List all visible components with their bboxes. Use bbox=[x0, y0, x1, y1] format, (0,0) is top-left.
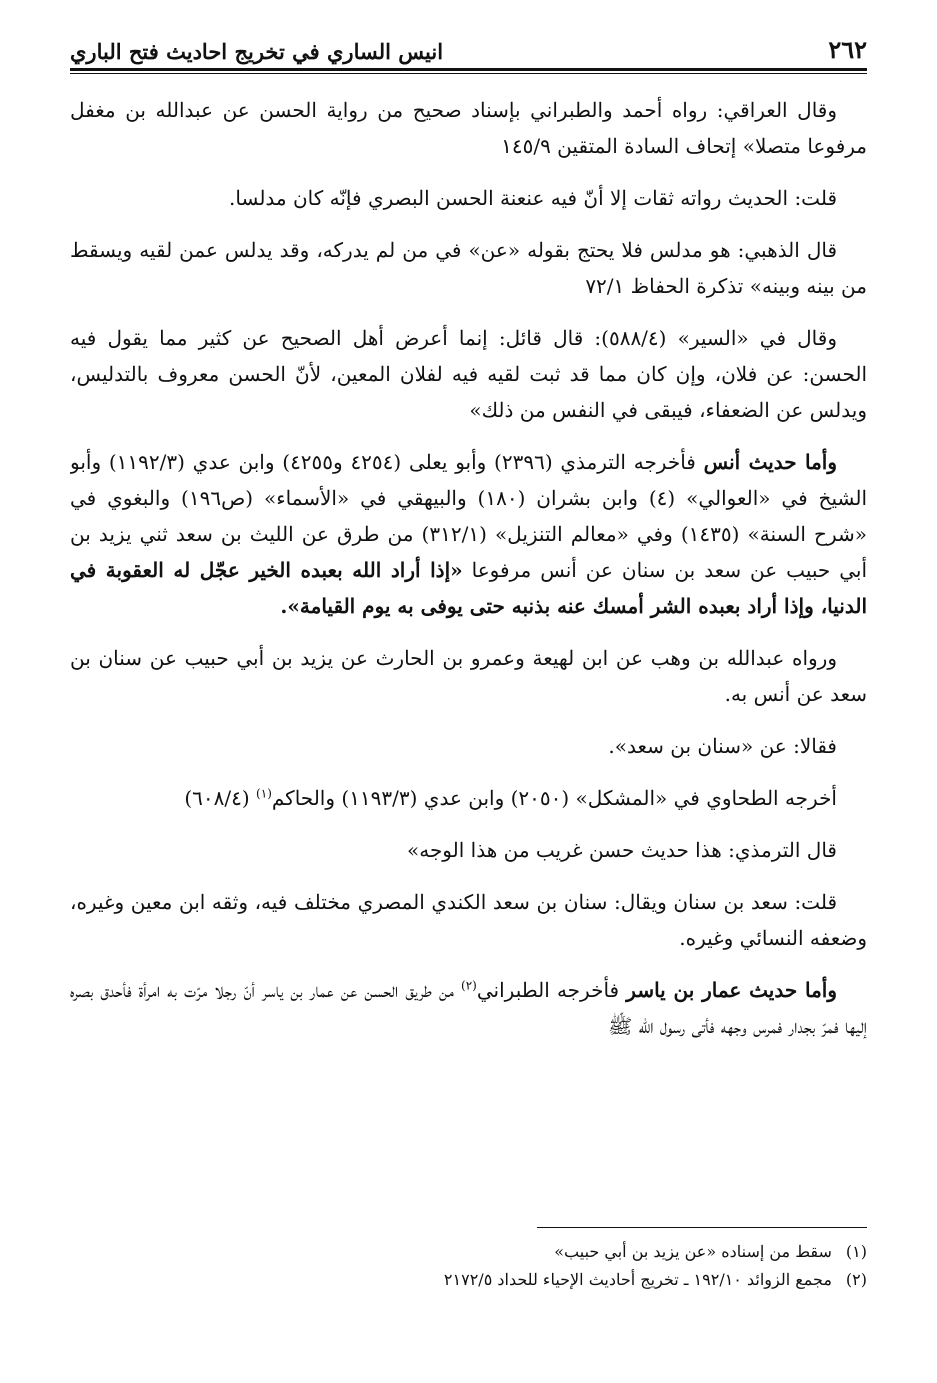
header-rule-thin bbox=[70, 73, 867, 74]
paragraph-text: من طريق الحسن عن عمار بن ياسر أنّ رجلا مرّت به امرأة فأحدق بصره إليها فمرّ بجدار فمرس وجهه فأتى رسول الله ﷺ bbox=[70, 978, 867, 1038]
header-rule-thick bbox=[70, 68, 867, 71]
paragraph: ورواه عبدالله بن وهب عن ابن لهيعة وعمرو بن الحارث عن يزيد بن أبي حبيب عن سنان بن سعد عن أنس به. bbox=[70, 646, 867, 706]
paragraph: فقالا: عن «سنان بن سعد». bbox=[608, 734, 837, 758]
footnote-ref[interactable]: (١) bbox=[256, 786, 272, 801]
paragraph-text: فأخرجه الترمذي (٢٣٩٦) وأبو يعلى (٤٢٥٤ و٤٢٥٥) وابن عدي (١١٩٢/٣) وأبو الشيخ في «العوالي» (٤) وابن بشران (١٨٠) والبيهقي في «الأسماء» (ص١٩٦) والبغوي في «شرح السنة» (١٤٣٥) وفي «معالم التنزيل» (٣١٢/١) من طرق عن الليث بن سعد ثني يزيد بن أبي حبيب عن سعد بن سنان عن أنس مرفوعا bbox=[70, 450, 867, 582]
footnote-rule bbox=[537, 1227, 867, 1228]
paragraph: وقال العراقي: رواه أحمد والطبراني بإسناد صحيح من رواية الحسن عن عبدالله بن مغفل مرفوعا متصلا» إتحاف السادة المتقين ١٤٥/٩ bbox=[70, 98, 867, 158]
paragraph: قال الترمذي: هذا حديث حسن غريب من هذا الوجه» bbox=[406, 838, 837, 862]
footnote bbox=[70, 1238, 867, 1266]
footnotes bbox=[70, 1238, 867, 1294]
paragraph: قلت: سعد بن سنان ويقال: سنان بن سعد الكندي المصري مختلف فيه، وثقه ابن معين وغيره، وضعفه النسائي وغيره. bbox=[70, 890, 867, 950]
footnote-text: سقط من إسناده «عن يزيد بن أبي حبيب» bbox=[554, 1242, 832, 1261]
running-title: انيس الساري في تخريج احاديث فتح الباري bbox=[70, 39, 444, 64]
paragraph-text: (٦٠٨/٤) bbox=[184, 786, 257, 810]
paragraph-anas bbox=[70, 444, 867, 624]
page-header bbox=[70, 30, 867, 64]
paragraph: قال الذهبي: هو مدلس فلا يحتج بقوله «عن» في من لم يدركه، وقد يدلس عمن لقيه ويسقط من بينه وبينه» تذكرة الحفاظ ٧٢/١ bbox=[70, 238, 867, 298]
footnote-ref[interactable]: (٢) bbox=[461, 978, 477, 993]
footnote-number: (٢) bbox=[845, 1270, 867, 1289]
section-lead: وأما حديث أنس bbox=[703, 450, 838, 474]
page-number: ٢٦٢ bbox=[828, 35, 867, 64]
footnote bbox=[70, 1266, 867, 1294]
footnote-number: (١) bbox=[845, 1242, 867, 1261]
paragraph: وقال في «السير» (٥٨٨/٤): قال قائل: إنما أعرض أهل الصحيح عن كثير مما يقول فيه الحسن: عن فلان، وإن كان مما قد ثبت لقيه فيه لفلان المعين، لأنّ الحسن معروف بالتدليس، ويدلس عن الضعفاء، فيبقى في النفس من ذلك» bbox=[70, 326, 867, 422]
footnote-text: مجمع الزوائد ١٩٢/١٠ ـ تخريج أحاديث الإحياء للحداد ٢١٧٢/٥ bbox=[443, 1270, 832, 1289]
main-text bbox=[70, 92, 867, 1123]
paragraph bbox=[70, 780, 867, 816]
section-lead: وأما حديث عمار بن ياسر bbox=[626, 978, 838, 1002]
paragraph-text: فأخرجه الطبراني bbox=[476, 978, 627, 1002]
paragraph: قلت: الحديث رواته ثقات إلا أنّ فيه عنعنة الحسن البصري فإنّه كان مدلسا. bbox=[229, 186, 837, 210]
hadith-text: «إذا أراد الله بعبده الخير عجّل له العقوبة في الدنيا، وإذا أراد بعبده الشر أمسك عنه بذنبه حتى يوفى به يوم القيامة». bbox=[70, 558, 867, 618]
paragraph-ammar bbox=[70, 972, 867, 1044]
paragraph-text: أخرجه الطحاوي في «المشكل» (٢٠٥٠) وابن عدي (١١٩٣/٣) والحاكم bbox=[271, 786, 837, 810]
